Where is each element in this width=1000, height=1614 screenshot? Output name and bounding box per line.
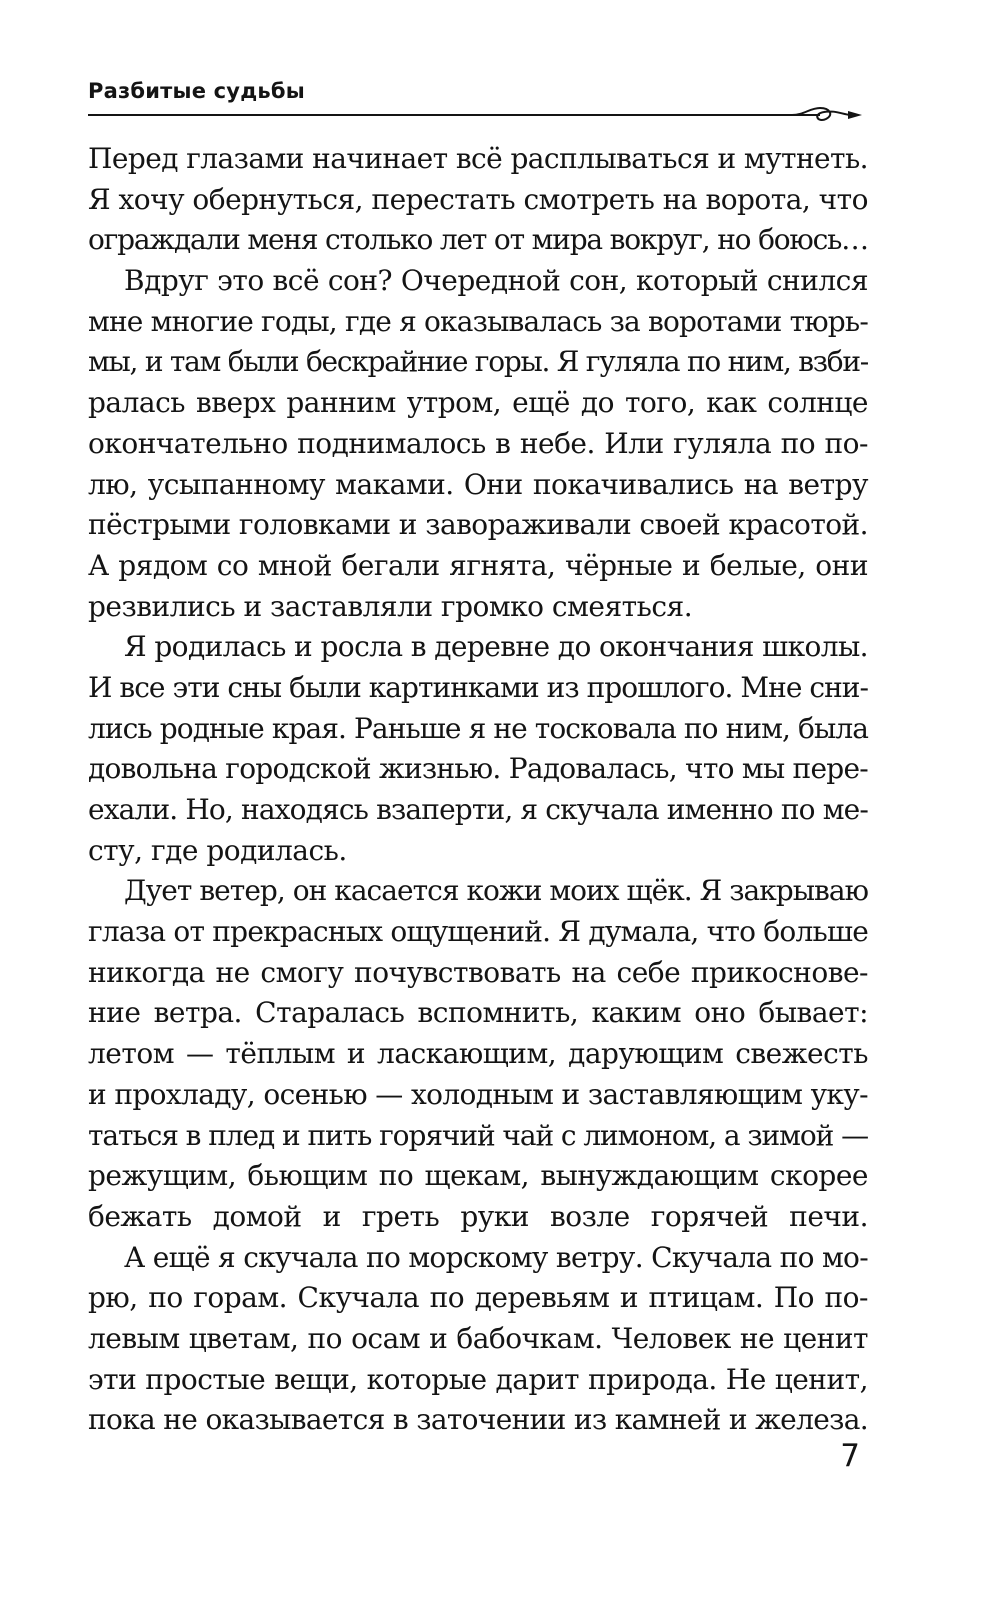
text-line: И все эти сны были картинками из прошлого. Мне сни- xyxy=(88,670,868,704)
text-line: сту, где родилась. xyxy=(88,833,347,867)
text-line: Дует ветер, он касается кожи моих щёк. Я закрываю xyxy=(124,874,868,908)
text-line: ние ветра. Старалась вспомнить, каким оно бывает: xyxy=(88,996,868,1030)
text-line: лю, усыпанному маками. Они покачивались на ветру xyxy=(88,467,868,501)
body-text xyxy=(88,139,868,1441)
text-line: пока не оказывается в заточении из камней и железа. xyxy=(88,1403,868,1437)
text-line: мне многие годы, где я оказывалась за воротами тюрь- xyxy=(88,304,868,338)
text-line: довольна городской жизнью. Радовалась, что мы пере- xyxy=(88,752,868,786)
text-line: ограждали меня столько лет от мира вокруг, но боюсь… xyxy=(88,223,868,257)
text-line: Перед глазами начинает всё расплываться и мутнеть. xyxy=(88,142,868,175)
text-line: ехали. Но, находясь взаперти, я скучала именно по ме- xyxy=(88,793,868,826)
text-line: таться в плед и пить горячий чай с лимоном, а зимой — xyxy=(88,1118,868,1152)
header-divider xyxy=(88,114,803,116)
text-line: и прохладу, осенью — холодным и заставляющим уку- xyxy=(88,1077,868,1111)
ornament-icon xyxy=(790,100,864,130)
text-line: бежать домой и греть руки возле горячей печи. xyxy=(88,1199,868,1233)
text-line: рю, по горам. Скучала по деревьям и птицам. По по- xyxy=(88,1281,868,1315)
text-line: левым цветам, по осам и бабочкам. Человек не ценит xyxy=(88,1321,868,1355)
text-line: Вдруг это всё сон? Очередной сон, который снился xyxy=(124,264,868,298)
text-line: окончательно поднималось в небе. Или гуляла по по- xyxy=(88,426,868,460)
text-line: А ещё я скучала по морскому ветру. Скучала по мо- xyxy=(124,1240,868,1274)
text-line: мы, и там были бескрайние горы. Я гуляла по ним, взби- xyxy=(88,345,868,379)
running-header-title: Разбитые судьбы xyxy=(88,79,305,103)
text-line: А рядом со мной бегали ягнята, чёрные и белые, они xyxy=(88,548,868,582)
text-line: никогда не смогу почувствовать на себе прикоснове- xyxy=(88,955,868,989)
text-line: летом — тёплым и ласкающим, дарующим свежесть xyxy=(88,1037,868,1071)
text-line: эти простые вещи, которые дарит природа. Не ценит, xyxy=(88,1362,868,1396)
text-line: лись родные края. Раньше я не тосковала по ним, была xyxy=(88,711,868,745)
text-line: глаза от прекрасных ощущений. Я думала, что больше xyxy=(88,915,868,949)
text-line: резвились и заставляли громко смеяться. xyxy=(88,589,693,623)
page-number: 7 xyxy=(840,1438,860,1474)
text-line: пёстрыми головками и завораживали своей красотой. xyxy=(88,508,868,542)
text-line: режущим, бьющим по щекам, вынуждающим скорее xyxy=(88,1159,868,1193)
text-line: Я родилась и росла в деревне до окончания школы. xyxy=(124,630,868,664)
text-line: Я хочу обернуться, перестать смотреть на ворота, что xyxy=(88,182,868,216)
text-line: ралась вверх ранним утром, ещё до того, как солнце xyxy=(88,386,868,420)
